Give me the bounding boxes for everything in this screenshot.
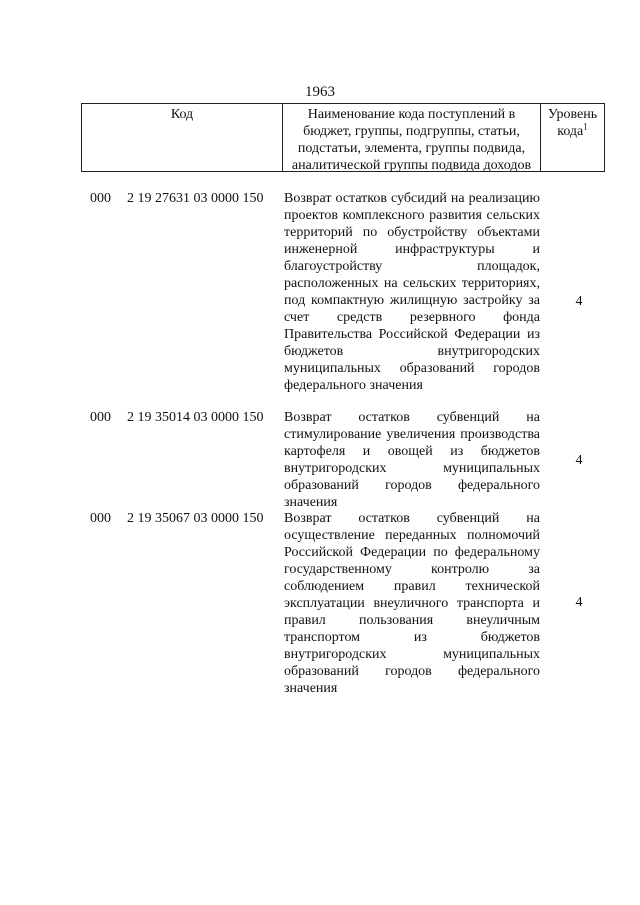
row-description: Возврат остатков субвенций на осуществление переданных полномочий Российской Федерации по федеральному государственному контролю за соблюдением правил технической эксплуатации внеуличного транспорта и правил пользования внеуличным транспортом из бюджетов внутригородских муниципальных образований городов федерального значения [284,511,540,696]
row-description: Возврат остатков субвенций на стимулирование увеличения производства картофеля и овощей из бюджетов внутригородских муниципальных образований городов федерального значения [284,410,540,510]
kbk-code: 2 19 35014 03 0000 150 [127,410,264,425]
header-level [541,103,605,172]
admin-code: 000 [90,511,111,526]
header-level-footnote: 1 [583,121,588,132]
row-level: 4 [575,595,583,610]
page-number: 1963 [305,84,335,100]
header-code: Код [82,104,283,171]
admin-code: 000 [90,191,111,206]
row-level: 4 [575,294,583,309]
header-name: Наименование кода поступлений в бюджет, группы, подгруппы, статьи, подстатьи, элемента, группы подвида, аналитической группы подвида доходов [283,104,541,171]
kbk-code: 2 19 35067 03 0000 150 [127,511,264,526]
row-description: Возврат остатков субсидий на реализацию проектов комплексного развития сельских территорий по обустройству объектами инженерной инфраструктуры и благоустройству площадок, расположенных на сельских территориях, под компактную жилищную застройку за счет средств резервного фонда Правительства Российской Федерации из бюджетов внутригородских муниципальных образований городов федерального значения [284,191,540,393]
header-level-label: Уровень кода [547,107,598,139]
kbk-code: 2 19 27631 03 0000 150 [127,191,264,206]
row-level: 4 [575,453,583,468]
table-header [81,103,541,172]
admin-code: 000 [90,410,111,425]
